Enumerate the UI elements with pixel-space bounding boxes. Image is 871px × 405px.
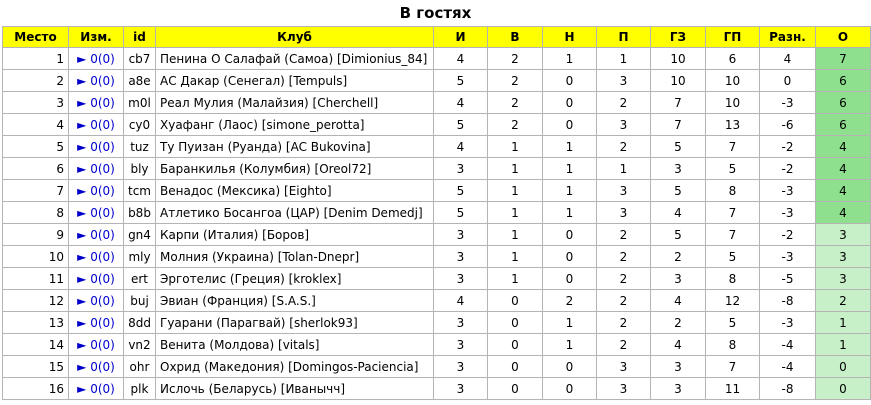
change-cell[interactable]: ► 0(0)	[69, 92, 124, 114]
header-change[interactable]: Изм.	[69, 27, 124, 48]
id-cell: vn2	[124, 334, 156, 356]
table-row	[3, 48, 871, 70]
id-cell: mly	[124, 246, 156, 268]
played-cell: 3	[434, 312, 488, 334]
header-row	[3, 27, 871, 48]
losses-cell: 3	[597, 378, 651, 400]
change-cell[interactable]: ► 0(0)	[69, 334, 124, 356]
difference-cell: -5	[760, 268, 816, 290]
goals-for-cell: 5	[651, 180, 706, 202]
difference-cell: -8	[760, 378, 816, 400]
points-cell: 4	[816, 180, 871, 202]
table-row	[3, 312, 871, 334]
goals-against-cell: 8	[706, 334, 760, 356]
draws-cell: 2	[543, 290, 597, 312]
header-wins[interactable]: В	[488, 27, 543, 48]
goals-for-cell: 3	[651, 268, 706, 290]
difference-cell: -3	[760, 180, 816, 202]
losses-cell: 3	[597, 70, 651, 92]
place-cell: 7	[3, 180, 69, 202]
goals-against-cell: 5	[706, 312, 760, 334]
losses-cell: 2	[597, 312, 651, 334]
wins-cell: 2	[488, 92, 543, 114]
id-cell: m0l	[124, 92, 156, 114]
difference-cell: -2	[760, 136, 816, 158]
goals-for-cell: 5	[651, 136, 706, 158]
points-cell: 3	[816, 246, 871, 268]
header-place[interactable]: Место	[3, 27, 69, 48]
change-cell[interactable]: ► 0(0)	[69, 224, 124, 246]
played-cell: 4	[434, 92, 488, 114]
table-row	[3, 180, 871, 202]
id-cell: plk	[124, 378, 156, 400]
points-cell: 6	[816, 92, 871, 114]
points-cell: 4	[816, 202, 871, 224]
losses-cell: 2	[597, 290, 651, 312]
goals-against-cell: 13	[706, 114, 760, 136]
change-cell[interactable]: ► 0(0)	[69, 290, 124, 312]
wins-cell: 0	[488, 312, 543, 334]
place-cell: 14	[3, 334, 69, 356]
id-cell: b8b	[124, 202, 156, 224]
change-cell[interactable]: ► 0(0)	[69, 312, 124, 334]
club-cell: Хуафанг (Лаос) [simone_perotta]	[156, 114, 434, 136]
club-cell: Венита (Молдова) [vitals]	[156, 334, 434, 356]
draws-cell: 0	[543, 378, 597, 400]
standings-table	[2, 26, 871, 400]
difference-cell: -3	[760, 202, 816, 224]
wins-cell: 0	[488, 356, 543, 378]
change-cell[interactable]: ► 0(0)	[69, 158, 124, 180]
change-cell[interactable]: ► 0(0)	[69, 180, 124, 202]
goals-against-cell: 7	[706, 224, 760, 246]
goals-against-cell: 10	[706, 92, 760, 114]
losses-cell: 2	[597, 136, 651, 158]
played-cell: 3	[434, 224, 488, 246]
header-goals-against[interactable]: ГП	[706, 27, 760, 48]
goals-against-cell: 8	[706, 180, 760, 202]
header-difference[interactable]: Разн.	[760, 27, 816, 48]
goals-against-cell: 8	[706, 268, 760, 290]
table-row	[3, 246, 871, 268]
played-cell: 3	[434, 268, 488, 290]
played-cell: 3	[434, 158, 488, 180]
difference-cell: -3	[760, 246, 816, 268]
wins-cell: 0	[488, 334, 543, 356]
wins-cell: 0	[488, 378, 543, 400]
goals-for-cell: 3	[651, 378, 706, 400]
draws-cell: 1	[543, 334, 597, 356]
played-cell: 4	[434, 290, 488, 312]
goals-for-cell: 3	[651, 356, 706, 378]
club-cell: Молния (Украина) [Tolan-Dnepr]	[156, 246, 434, 268]
table-row	[3, 70, 871, 92]
difference-cell: -6	[760, 114, 816, 136]
table-row	[3, 378, 871, 400]
table-row	[3, 268, 871, 290]
id-cell: gn4	[124, 224, 156, 246]
played-cell: 3	[434, 334, 488, 356]
difference-cell: -8	[760, 290, 816, 312]
header-points[interactable]: О	[816, 27, 871, 48]
club-cell: Пенина О Салафай (Самоа) [Dimionius_84]	[156, 48, 434, 70]
difference-cell: -4	[760, 356, 816, 378]
place-cell: 1	[3, 48, 69, 70]
goals-for-cell: 4	[651, 334, 706, 356]
goals-against-cell: 10	[706, 70, 760, 92]
played-cell: 3	[434, 378, 488, 400]
goals-for-cell: 4	[651, 290, 706, 312]
draws-cell: 1	[543, 180, 597, 202]
id-cell: tcm	[124, 180, 156, 202]
club-cell: АС Дакар (Сенегал) [Tempuls]	[156, 70, 434, 92]
difference-cell: 4	[760, 48, 816, 70]
difference-cell: -3	[760, 92, 816, 114]
points-cell: 4	[816, 136, 871, 158]
draws-cell: 1	[543, 202, 597, 224]
change-cell[interactable]: ► 0(0)	[69, 246, 124, 268]
header-losses[interactable]: П	[597, 27, 651, 48]
losses-cell: 3	[597, 114, 651, 136]
goals-against-cell: 7	[706, 202, 760, 224]
goals-against-cell: 7	[706, 136, 760, 158]
place-cell: 15	[3, 356, 69, 378]
id-cell: ohr	[124, 356, 156, 378]
club-cell: Венадос (Мексика) [Eighto]	[156, 180, 434, 202]
played-cell: 3	[434, 246, 488, 268]
change-cell[interactable]: ► 0(0)	[69, 48, 124, 70]
wins-cell: 1	[488, 224, 543, 246]
place-cell: 8	[3, 202, 69, 224]
difference-cell: -4	[760, 334, 816, 356]
table-row	[3, 114, 871, 136]
goals-for-cell: 7	[651, 114, 706, 136]
goals-against-cell: 6	[706, 48, 760, 70]
goals-for-cell: 4	[651, 202, 706, 224]
goals-against-cell: 12	[706, 290, 760, 312]
draws-cell: 0	[543, 246, 597, 268]
played-cell: 3	[434, 356, 488, 378]
draws-cell: 0	[543, 92, 597, 114]
header-draws[interactable]: Н	[543, 27, 597, 48]
place-cell: 5	[3, 136, 69, 158]
goals-against-cell: 11	[706, 378, 760, 400]
goals-for-cell: 2	[651, 246, 706, 268]
table-row	[3, 334, 871, 356]
table-row	[3, 92, 871, 114]
wins-cell: 1	[488, 180, 543, 202]
wins-cell: 1	[488, 246, 543, 268]
difference-cell: -2	[760, 158, 816, 180]
club-cell: Реал Мулия (Малайзия) [Cherchell]	[156, 92, 434, 114]
table-row	[3, 224, 871, 246]
header-goals-for[interactable]: ГЗ	[651, 27, 706, 48]
id-cell: 8dd	[124, 312, 156, 334]
place-cell: 3	[3, 92, 69, 114]
goals-against-cell: 5	[706, 246, 760, 268]
draws-cell: 0	[543, 268, 597, 290]
goals-against-cell: 5	[706, 158, 760, 180]
club-cell: Атлетико Босангоа (ЦАР) [Denim Demedj]	[156, 202, 434, 224]
draws-cell: 1	[543, 158, 597, 180]
points-cell: 6	[816, 70, 871, 92]
id-cell: a8e	[124, 70, 156, 92]
played-cell: 4	[434, 48, 488, 70]
place-cell: 13	[3, 312, 69, 334]
played-cell: 5	[434, 114, 488, 136]
club-cell: Эрготелис (Греция) [kroklex]	[156, 268, 434, 290]
points-cell: 0	[816, 378, 871, 400]
change-cell[interactable]: ► 0(0)	[69, 378, 124, 400]
header-played[interactable]: И	[434, 27, 488, 48]
id-cell: buj	[124, 290, 156, 312]
change-cell[interactable]: ► 0(0)	[69, 136, 124, 158]
change-cell[interactable]: ► 0(0)	[69, 114, 124, 136]
club-cell: Ислочь (Беларусь) [Иванычч]	[156, 378, 434, 400]
club-cell: Охрид (Македония) [Domingos-Paciencia]	[156, 356, 434, 378]
place-cell: 6	[3, 158, 69, 180]
wins-cell: 0	[488, 290, 543, 312]
wins-cell: 1	[488, 202, 543, 224]
losses-cell: 1	[597, 158, 651, 180]
losses-cell: 3	[597, 180, 651, 202]
points-cell: 0	[816, 356, 871, 378]
points-cell: 3	[816, 268, 871, 290]
losses-cell: 3	[597, 202, 651, 224]
wins-cell: 2	[488, 48, 543, 70]
table-row	[3, 356, 871, 378]
club-cell: Ту Пуизан (Руанда) [AC Bukovina]	[156, 136, 434, 158]
table-row	[3, 202, 871, 224]
wins-cell: 1	[488, 136, 543, 158]
id-cell: ert	[124, 268, 156, 290]
table-row	[3, 290, 871, 312]
difference-cell: -3	[760, 312, 816, 334]
draws-cell: 0	[543, 224, 597, 246]
losses-cell: 2	[597, 268, 651, 290]
draws-cell: 1	[543, 48, 597, 70]
difference-cell: -2	[760, 224, 816, 246]
place-cell: 16	[3, 378, 69, 400]
points-cell: 6	[816, 114, 871, 136]
losses-cell: 2	[597, 246, 651, 268]
goals-for-cell: 10	[651, 70, 706, 92]
table-row	[3, 136, 871, 158]
place-cell: 10	[3, 246, 69, 268]
goals-for-cell: 5	[651, 224, 706, 246]
draws-cell: 1	[543, 312, 597, 334]
played-cell: 4	[434, 136, 488, 158]
points-cell: 1	[816, 334, 871, 356]
played-cell: 5	[434, 202, 488, 224]
wins-cell: 2	[488, 114, 543, 136]
points-cell: 4	[816, 158, 871, 180]
id-cell: cb7	[124, 48, 156, 70]
header-club[interactable]: Клуб	[156, 27, 434, 48]
place-cell: 2	[3, 70, 69, 92]
points-cell: 1	[816, 312, 871, 334]
draws-cell: 0	[543, 70, 597, 92]
place-cell: 11	[3, 268, 69, 290]
wins-cell: 1	[488, 158, 543, 180]
wins-cell: 2	[488, 70, 543, 92]
place-cell: 9	[3, 224, 69, 246]
id-cell: cy0	[124, 114, 156, 136]
goals-against-cell: 7	[706, 356, 760, 378]
table-row	[3, 158, 871, 180]
goals-for-cell: 10	[651, 48, 706, 70]
draws-cell: 0	[543, 356, 597, 378]
goals-for-cell: 2	[651, 312, 706, 334]
points-cell: 2	[816, 290, 871, 312]
losses-cell: 3	[597, 356, 651, 378]
played-cell: 5	[434, 70, 488, 92]
goals-for-cell: 3	[651, 158, 706, 180]
place-cell: 12	[3, 290, 69, 312]
draws-cell: 1	[543, 136, 597, 158]
losses-cell: 2	[597, 334, 651, 356]
club-cell: Гуарани (Парагвай) [sherlok93]	[156, 312, 434, 334]
club-cell: Эвиан (Франция) [S.A.S.]	[156, 290, 434, 312]
id-cell: bly	[124, 158, 156, 180]
goals-for-cell: 7	[651, 92, 706, 114]
losses-cell: 2	[597, 224, 651, 246]
change-cell[interactable]: ► 0(0)	[69, 202, 124, 224]
change-cell[interactable]: ► 0(0)	[69, 268, 124, 290]
played-cell: 5	[434, 180, 488, 202]
points-cell: 3	[816, 224, 871, 246]
wins-cell: 1	[488, 268, 543, 290]
losses-cell: 1	[597, 48, 651, 70]
club-cell: Баранкилья (Колумбия) [Oreol72]	[156, 158, 434, 180]
difference-cell: 0	[760, 70, 816, 92]
change-cell[interactable]: ► 0(0)	[69, 70, 124, 92]
points-cell: 7	[816, 48, 871, 70]
change-cell[interactable]: ► 0(0)	[69, 356, 124, 378]
club-cell: Карпи (Италия) [Боров]	[156, 224, 434, 246]
losses-cell: 2	[597, 92, 651, 114]
page-title: В гостях	[399, 4, 472, 22]
draws-cell: 0	[543, 114, 597, 136]
id-cell: tuz	[124, 136, 156, 158]
header-id[interactable]: id	[124, 27, 156, 48]
place-cell: 4	[3, 114, 69, 136]
